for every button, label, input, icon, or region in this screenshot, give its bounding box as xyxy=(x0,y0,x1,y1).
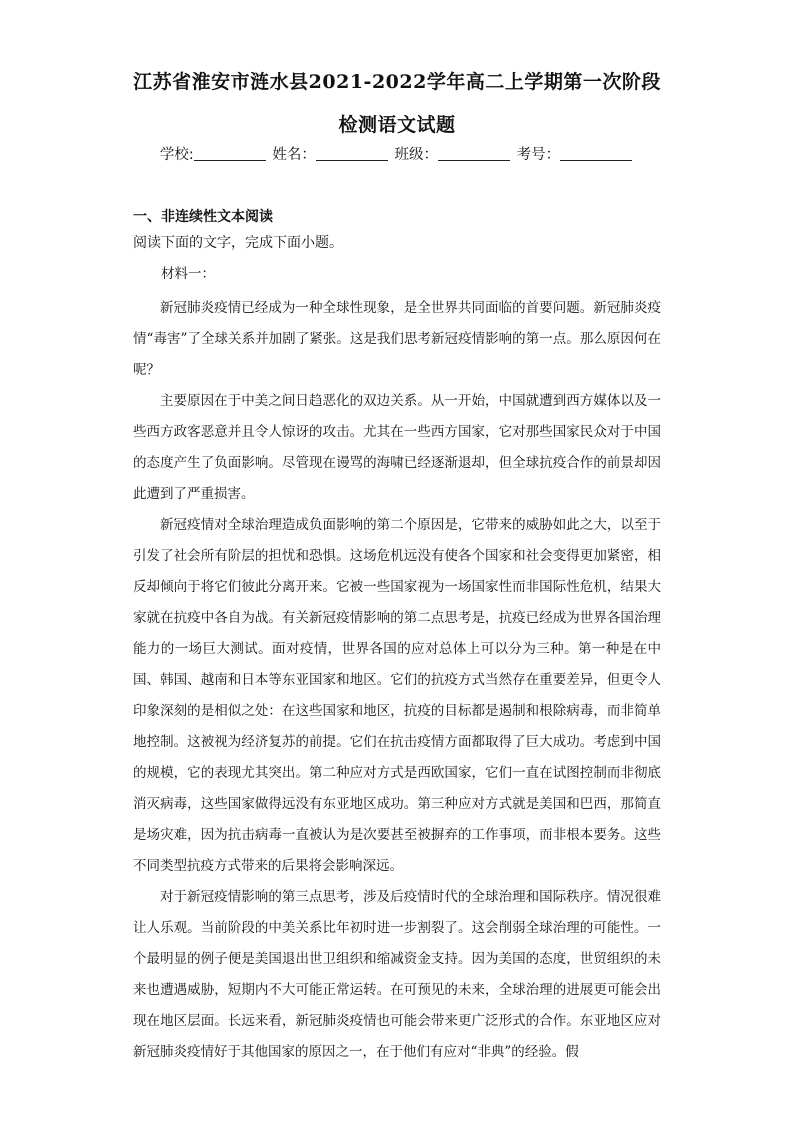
student-info-row xyxy=(0,145,794,165)
class-label: 班级： xyxy=(394,147,438,163)
exam-number-label: 考号： xyxy=(516,147,561,163)
document-title-line-1: 江苏省淮安市涟水县2021-2022学年高二上学期第一次阶段 xyxy=(133,71,661,93)
class-blank[interactable] xyxy=(438,146,510,161)
document-title-line-2: 检测语文试题 xyxy=(338,114,456,136)
paragraph: 主要原因在于中美之间日趋恶化的双边关系。从一开始，中国就遭到西方媒体以及一些西方政客恶意并且令人惊讶的攻击。尤其在一些西方国家，它对那些国家民众对于中国的态度产生了负面影响。尽管现在谩骂的海啸已经逐渐退却，但全球抗疫合作的前景却因此遭到了严重损害。 xyxy=(133,393,661,502)
material-body xyxy=(133,293,661,1068)
school-blank[interactable] xyxy=(194,146,266,161)
name-blank[interactable] xyxy=(316,146,388,161)
reading-instruction: 阅读下面的文字，完成下面小题。 xyxy=(133,235,343,251)
material-label: 材料一： xyxy=(161,266,215,282)
section-heading: 一、非连续性文本阅读 xyxy=(133,209,273,225)
paragraph: 新冠肺炎疫情已经成为一种全球性现象，是全世界共同面临的首要问题。新冠肺炎疫情“毒害”了全球关系并加剧了紧张。这是我们思考新冠疫情影响的第一点。那么原因何在呢？ xyxy=(133,300,661,378)
name-label: 姓名： xyxy=(272,147,316,163)
paragraph: 新冠疫情对全球治理造成负面影响的第二个原因是，它带来的威胁如此之大，以至于引发了社会所有阶层的担忧和恐惧。这场危机远没有使各个国家和社会变得更加紧密，相反却倾向于将它们彼此分离开来。它被一些国家视为一场国家性而非国际性危机，结果大家就在抗疫中各自为战。有关新冠疫情影响的第二点思考是，抗疫已经成为世界各国治理能力的一场巨大测试。面对疫情，世界各国的应对总体上可以分为三种。第一种是在中国、韩国、越南和日本等东亚国家和地区。它们的抗疫方式当然存在重要差异，但更令人印象深刻的是相似之处：在这些国家和地区，抗疫的目标都是遏制和根除病毒，而非简单地控制。这被视为经济复苏的前提。它们在抗击疫情方面都取得了巨大成功。考虑到中国的规模，它的表现尤其突出。第二种应对方式是西欧国家，它们一直在试图控制而非彻底消灭病毒，这些国家做得远没有东亚地区成功。第三种应对方式就是美国和巴西，那简直是场灾难，因为抗击病毒一直被认为是次要甚至被摒弃的工作事项，而非根本要务。这些不同类型抗疫方式带来的后果将会影响深远。 xyxy=(133,517,661,874)
exam-number-blank[interactable] xyxy=(560,146,632,161)
school-label: 学校: xyxy=(159,147,194,163)
paragraph: 对于新冠疫情影响的第三点思考，涉及后疫情时代的全球治理和国际秩序。情况很难让人乐观。当前阶段的中美关系比年初时进一步割裂了。这会削弱全球治理的可能性。一个最明显的例子便是美国退出世卫组织和缩减资金支持。因为美国的态度，世贸组织的未来也遭遇威胁，短期内不大可能正常运转。在可预见的未来，全球治理的进展更可能会出现在地区层面。长远来看，新冠肺炎疫情也可能会带来更广泛形式的合作。东亚地区应对新冠肺炎疫情好于其他国家的原因之一，在于他们有应对“非典”的经验。假 xyxy=(133,889,661,1060)
